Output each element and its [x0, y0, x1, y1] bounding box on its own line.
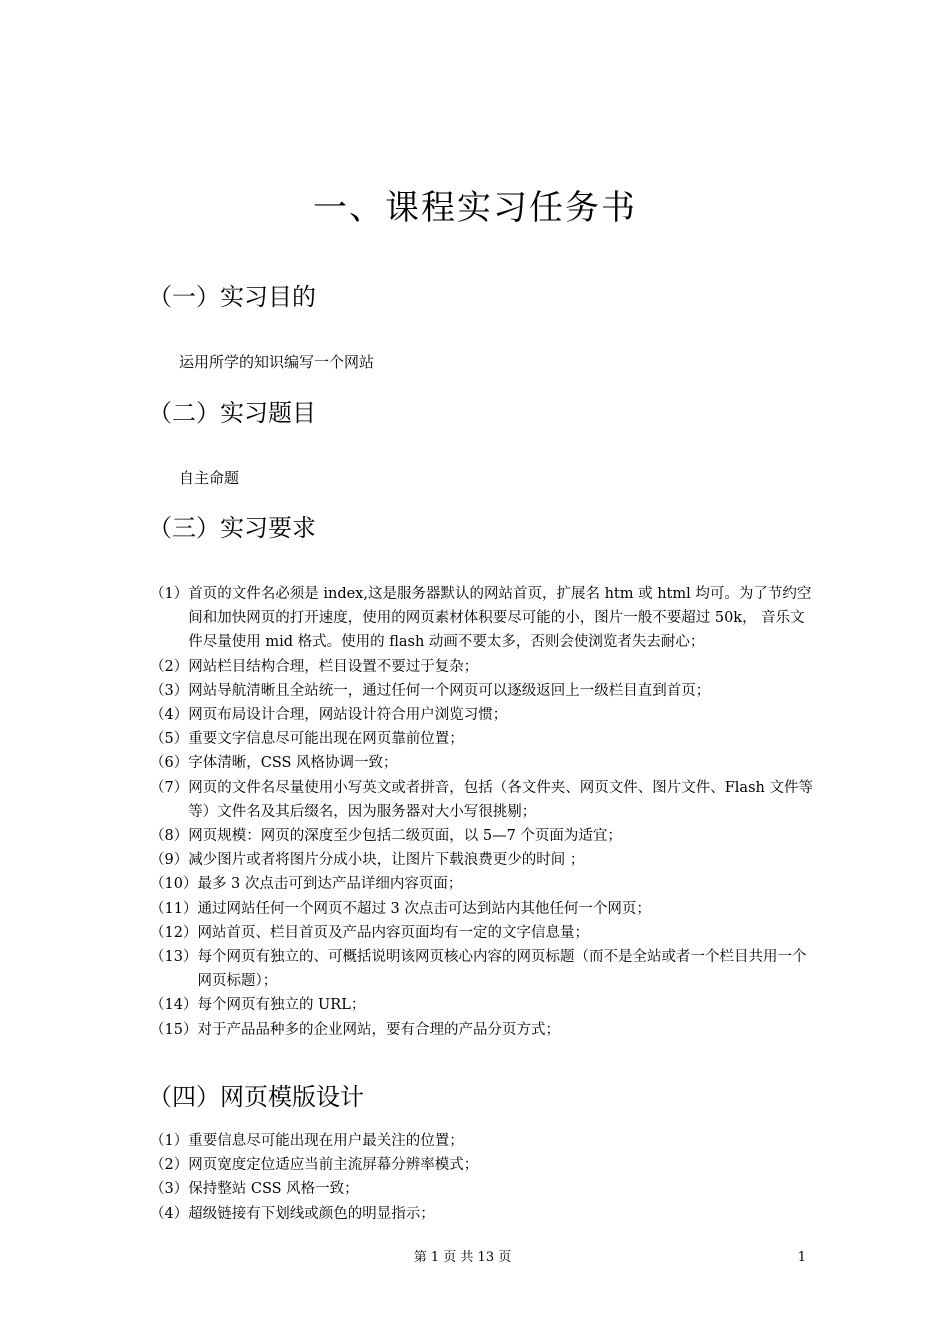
- item-text: 保持整站 CSS 风格一致；: [188, 1181, 359, 1198]
- item-text: 网页布局设计合理，网站设计符合用户浏览习惯；: [188, 707, 508, 724]
- item-number: （12）: [150, 924, 198, 941]
- list-item: [150, 921, 815, 945]
- page-footer-label: 第 1 页 共 13 页: [413, 1250, 512, 1265]
- section-heading-requirements: （三）实习要求: [148, 514, 316, 542]
- section-heading-topic: （二）实习题目: [148, 399, 316, 427]
- list-item: [150, 993, 815, 1017]
- requirements-list: [150, 582, 815, 1042]
- list-item: [150, 703, 815, 727]
- item-text: 通过网站任何一个网页不超过 3 次点击可达到站内其他任何一个网页；: [197, 900, 651, 917]
- list-item: [150, 776, 815, 824]
- section-heading-purpose: （一）实习目的: [148, 283, 316, 311]
- item-text: 网站首页、栏目首页及产品内容页面均有一定的文字信息量；: [197, 924, 589, 941]
- item-number: （7）: [150, 779, 189, 796]
- item-number: （1）: [150, 586, 189, 602]
- item-text: 减少图片或者将图片分成小块，让图片下载浪费更少的时间 ；: [188, 852, 585, 869]
- item-text: 网站栏目结构合理，栏目设置不要过于复杂；: [188, 658, 479, 675]
- list-item: [150, 679, 815, 703]
- item-text: 字体清晰，CSS 风格协调一致；: [188, 755, 398, 772]
- item-text: 重要信息尽可能出现在用户最关注的位置；: [188, 1133, 464, 1149]
- document-title: 一、课程实习任务书: [313, 188, 637, 228]
- template-design-list: [150, 1129, 815, 1226]
- list-item: [150, 751, 815, 775]
- list-item: [150, 872, 815, 896]
- item-number: （2）: [150, 1157, 189, 1174]
- item-number: （3）: [150, 682, 189, 699]
- list-item: [150, 945, 815, 993]
- item-number: （4）: [150, 1205, 189, 1222]
- item-text: 最多 3 次点击可到达产品详细内容页面；: [197, 876, 463, 893]
- item-text: 重要文字信息尽可能出现在网页靠前位置；: [188, 731, 464, 748]
- item-number: （6）: [150, 755, 189, 772]
- page-number: 1: [797, 1250, 806, 1265]
- item-number: （13）: [150, 949, 198, 966]
- item-number: （4）: [150, 707, 189, 724]
- item-text: 网页规模：网页的深度至少包括二级页面，以 5—7 个页面为适宜；: [188, 828, 622, 845]
- item-text: 首页的文件名必须是 index,这是服务器默认的网站首页，扩展名 htm 或 html 均可。为了节约空间和加快网页的打开速度，使用的网页素材体积要尽可能的小，图片一般不要超过 50k， 音乐文件尽量使用 mid 格式。使用的 flash 动画不要太多，否则会使浏览者失去耐心；: [188, 586, 812, 651]
- list-item: [150, 1177, 815, 1201]
- item-text: 每个网页有独立的、可概括说明该网页核心内容的网页标题（而不是全站或者一个栏目共用一个网页标题）；: [197, 949, 807, 990]
- item-number: （5）: [150, 731, 189, 748]
- item-number: （11）: [150, 900, 198, 917]
- item-number: （15）: [150, 1021, 198, 1038]
- item-text: 对于产品品种多的企业网站，要有合理的产品分页方式；: [197, 1021, 560, 1038]
- item-number: （14）: [150, 997, 198, 1014]
- item-number: （8）: [150, 828, 189, 845]
- list-item: [150, 1018, 815, 1042]
- list-item: [150, 727, 815, 751]
- list-item: [150, 655, 815, 679]
- list-item: [150, 1129, 815, 1153]
- list-item: [150, 582, 815, 655]
- item-text: 每个网页有独立的 URL；: [197, 997, 366, 1014]
- section-text-topic: 自主命题: [179, 469, 240, 487]
- list-item: [150, 1202, 815, 1226]
- list-item: [150, 897, 815, 921]
- list-item: [150, 824, 815, 848]
- section-text-purpose: 运用所学的知识编写一个网站: [179, 353, 375, 371]
- item-text: 网页的文件名尽量使用小写英文或者拼音，包括（各文件夹、网页文件、图片文件、Flash 文件等等）文件名及其后缀名，因为服务器对大小写很挑剔；: [188, 779, 813, 820]
- item-text: 网页宽度定位适应当前主流屏幕分辨率模式；: [188, 1157, 479, 1174]
- item-number: （9）: [150, 852, 189, 869]
- item-number: （2）: [150, 658, 189, 675]
- item-number: （3）: [150, 1181, 189, 1198]
- section-heading-template-design: （四）网页模版设计: [148, 1083, 364, 1111]
- list-item: [150, 848, 815, 872]
- list-item: [150, 1153, 815, 1177]
- item-text: 网站导航清晰且全站统一，通过任何一个网页可以逐级返回上一级栏目直到首页；: [188, 682, 711, 699]
- item-text: 超级链接有下划线或颜色的明显指示；: [188, 1205, 435, 1222]
- item-number: （1）: [150, 1133, 189, 1149]
- item-number: （10）: [150, 876, 198, 893]
